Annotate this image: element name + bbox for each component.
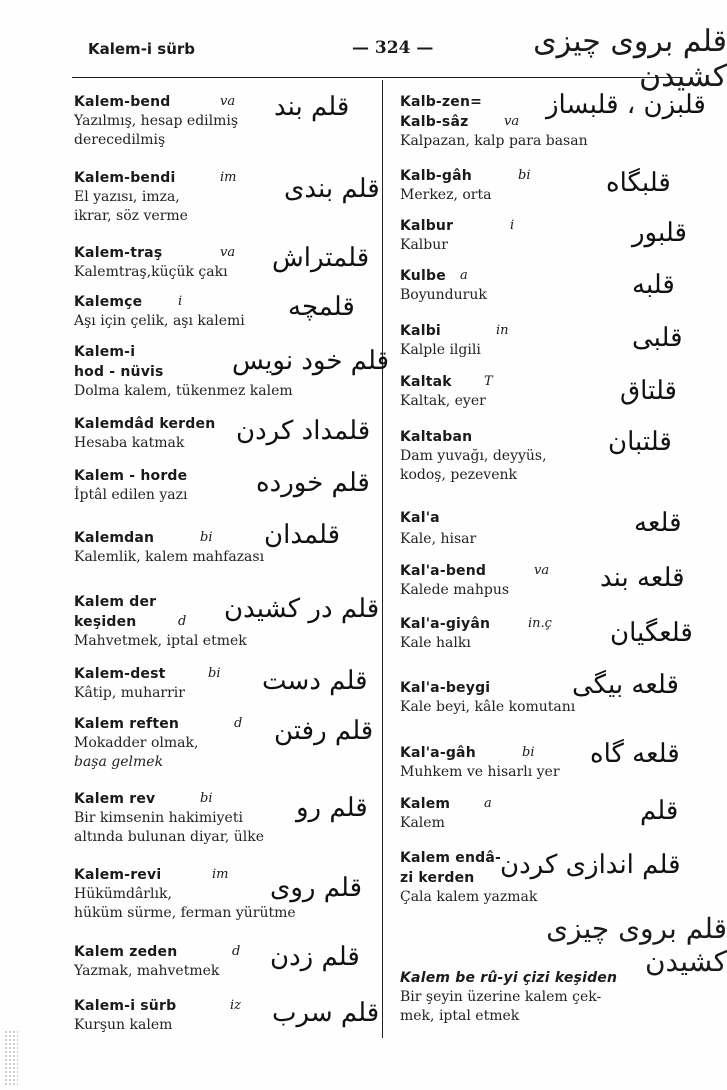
arabic-script: قلتاق — [620, 376, 677, 406]
arabic-script: قلعه — [634, 508, 682, 538]
arabic-script: قلم بند — [274, 92, 350, 122]
headword: Kalem-bend — [74, 94, 171, 110]
grammar-tag: bi — [200, 791, 213, 806]
headword: Kalemdan — [74, 530, 155, 546]
dictionary-entry — [74, 520, 374, 567]
headword: Kalem zeden — [74, 944, 178, 960]
arabic-script: قلمداد كردن — [236, 416, 371, 446]
gloss-line: altında bulunan diyar, ülke — [74, 829, 265, 845]
headword: Kalem endâ- — [400, 850, 501, 866]
dictionary-entry — [74, 168, 380, 226]
gloss-line: Kaltak, eyer — [400, 393, 486, 409]
gloss-line: Kale beyi, kâle komutanı — [400, 699, 576, 715]
arabic-script: قلبگاه — [606, 168, 671, 198]
arabic-script: قلبور — [632, 218, 687, 248]
dictionary-entry — [400, 216, 690, 255]
gloss-line: İptâl edilen yazı — [74, 487, 188, 503]
headword: Kaltaban — [400, 429, 473, 445]
running-head-right-arabic: قلم بروى چيزى كشيدن — [533, 24, 727, 94]
headword: Kalemdâd kerden — [74, 416, 216, 432]
gloss-line: Yazılmış, hesap edilmiş — [74, 113, 239, 129]
gloss-line: Kale, hisar — [400, 531, 477, 547]
dictionary-entry — [74, 996, 380, 1035]
arabic-script: قلبه — [632, 270, 675, 300]
grammar-tag: i — [178, 294, 183, 309]
grammar-tag: bi — [522, 745, 535, 760]
dictionary-entry — [400, 166, 690, 205]
headword: Kal'a — [400, 510, 440, 526]
grammar-tag: in.ç — [528, 616, 552, 631]
gloss-line: Kalem — [400, 815, 445, 831]
gloss-line: Hesaba katmak — [74, 435, 185, 451]
headword: Kal'a-giyân — [400, 616, 491, 632]
grammar-tag: d — [234, 716, 243, 731]
headword: Kaltak — [400, 374, 452, 390]
arabic-script: قلمچه — [288, 292, 355, 322]
grammar-tag: bi — [518, 168, 531, 183]
dictionary-entry — [74, 592, 380, 651]
gloss-line: Merkez, orta — [400, 187, 492, 203]
grammar-tag: va — [504, 114, 520, 129]
dictionary-entry — [400, 794, 690, 833]
dictionary-entry — [74, 714, 374, 772]
gloss-line: Kâtip, muharrir — [74, 685, 185, 701]
dictionary-entry — [74, 466, 374, 505]
arabic-script: قلم زدن — [270, 942, 360, 972]
gloss-line: Dolma kalem, tükenmez kalem — [74, 383, 293, 399]
arabic-script: قلم اندازى كردن — [500, 850, 681, 880]
grammar-tag: va — [220, 94, 236, 109]
headword: Kalem-i sürb — [74, 998, 177, 1014]
arabic-script: قلم خورده — [256, 468, 370, 498]
headword: Kalem-dest — [74, 666, 166, 682]
headword: Kalb-sâz — [400, 114, 469, 130]
gloss-line: Kalemlik, kalem mahfazası — [74, 549, 265, 565]
gloss-line: Muhkem ve hisarlı yer — [400, 764, 560, 780]
headword: Kalem der — [74, 594, 157, 610]
arabic-script: قلعگيان — [610, 618, 693, 648]
gloss-line: Bir şeyin üzerine kalem çek- — [400, 989, 602, 1005]
gloss-line: Dam yuvağı, deyyüs, — [400, 448, 547, 464]
gloss-line: kodoş, pezevenk — [400, 467, 517, 483]
dictionary-entry — [400, 614, 693, 653]
headword: Kalem-traş — [74, 245, 163, 261]
headword: zi kerden — [400, 870, 475, 886]
grammar-tag: T — [484, 374, 493, 389]
page-number: — 324 — — [352, 38, 434, 58]
arabic-script: قلم سرب — [272, 998, 380, 1028]
headword: Kalem-revi — [74, 867, 162, 883]
grammar-tag: im — [220, 170, 237, 185]
running-head-left: Kalem-i sürb — [88, 40, 196, 58]
page-header — [0, 0, 727, 94]
arabic-script: قلم بروى چيزى كشيدن — [546, 912, 727, 978]
gloss-line: Kalede mahpus — [400, 582, 510, 598]
grammar-tag: va — [220, 245, 236, 260]
gloss-line: Boyunduruk — [400, 287, 487, 303]
arabic-script: قلم در كشيدن — [224, 594, 380, 624]
grammar-tag: va — [534, 563, 550, 578]
headword: Kal'a-gâh — [400, 745, 476, 761]
headword: Kalemçe — [74, 294, 143, 310]
headword: Kalb-zen= — [400, 94, 483, 110]
arabic-script: قلم روى — [270, 873, 363, 903]
gloss-line: Aşı için çelik, aşı kalemi — [74, 313, 245, 329]
grammar-tag: d — [178, 614, 187, 629]
grammar-tag: iz — [230, 998, 242, 1013]
grammar-tag: a — [460, 268, 468, 283]
headword: Kalb-gâh — [400, 168, 472, 184]
gloss-line: Hükümdârlık, — [74, 886, 172, 902]
headword: Kalem — [400, 796, 451, 812]
dictionary-entry — [74, 414, 374, 453]
headword: Kulbe — [400, 268, 446, 284]
headword: Kalem rev — [74, 791, 156, 807]
dictionary-entry — [74, 342, 390, 401]
headword: keşiden — [74, 614, 137, 630]
arabic-script: قلعه گاه — [590, 739, 680, 769]
grammar-tag: im — [212, 867, 229, 882]
dictionary-entry — [400, 266, 690, 305]
dictionary-entry — [400, 372, 690, 411]
scan-noise — [4, 1030, 18, 1086]
dictionary-entry — [400, 321, 690, 360]
arabic-script: قلم خود نويس — [232, 346, 390, 376]
dictionary-entry — [74, 243, 374, 282]
dictionary-entry — [74, 789, 374, 847]
gloss-line: Kale halkı — [400, 635, 471, 651]
gloss-line: Mokadder olmak, — [74, 735, 199, 751]
dictionary-entry — [74, 664, 374, 703]
dictionary-entry — [400, 739, 690, 782]
dictionary-entry — [400, 561, 690, 600]
gloss-line: mek, iptal etmek — [400, 1008, 520, 1024]
arabic-script: قلبزن ، قلبساز — [546, 90, 706, 120]
gloss-line: ikrar, söz verme — [74, 208, 188, 224]
arabic-script: قلم رو — [296, 793, 368, 823]
grammar-tag: bi — [200, 530, 213, 545]
arabic-script: قلتبان — [608, 427, 672, 457]
headword: Kalem-bendi — [74, 170, 176, 186]
gloss-line: Kalple ilgili — [400, 342, 481, 358]
arabic-script: قلم دست — [262, 666, 368, 696]
dictionary-entry — [400, 90, 706, 151]
headword: hod - nüvis — [74, 364, 164, 380]
gloss-line: Çala kalem yazmak — [400, 889, 538, 905]
dictionary-entry — [74, 92, 374, 150]
arabic-script: قلمتراش — [272, 243, 370, 273]
headword: Kalbi — [400, 323, 441, 339]
gloss-line: Kalpazan, kalp para basan — [400, 133, 588, 149]
arabic-script: قلم بندى — [284, 174, 380, 204]
dictionary-entry — [400, 848, 690, 907]
headword: Kalem-i — [74, 344, 136, 360]
arabic-script: قلم — [640, 796, 679, 826]
dictionary-entry — [74, 292, 374, 331]
headword: Kalem be rû-yi çizi keşiden — [400, 970, 618, 986]
grammar-tag: bi — [208, 666, 221, 681]
dictionary-entry — [74, 865, 374, 923]
dictionary-entry — [400, 508, 690, 549]
gloss-line: Mahvetmek, iptal etmek — [74, 633, 247, 649]
grammar-tag: a — [484, 796, 492, 811]
arabic-script: قلبى — [632, 323, 683, 353]
arabic-script: قلعه بند — [600, 563, 685, 593]
gloss-line: Kalbur — [400, 237, 448, 253]
arabic-script: قلمدان — [264, 520, 341, 550]
gloss-line: Kalemtraş,küçük çakı — [74, 264, 228, 280]
arabic-script: قلم رفتن — [274, 716, 374, 746]
gloss-line: El yazısı, imza, — [74, 189, 180, 205]
grammar-tag: in — [496, 323, 509, 338]
dictionary-entry — [74, 942, 374, 981]
gloss-line: Bir kimsenin hakimiyeti — [74, 810, 243, 826]
headword: Kalbur — [400, 218, 454, 234]
gloss-line: Kurşun kalem — [74, 1017, 173, 1033]
headword: Kal'a-bend — [400, 563, 487, 579]
headword: Kal'a-beygi — [400, 680, 491, 696]
grammar-tag: d — [232, 944, 241, 959]
dictionary-entry — [400, 427, 690, 485]
gloss-line: hüküm sürme, ferman yürütme — [74, 905, 296, 921]
headword: Kalem reften — [74, 716, 180, 732]
dictionary-entry — [400, 968, 690, 1026]
column-divider — [382, 80, 383, 1038]
dictionary-entry — [400, 670, 690, 717]
gloss-line: derecedilmiş — [74, 132, 166, 148]
arabic-script: قلعه بيگى — [572, 670, 679, 700]
gloss-line: başa gelmek — [74, 754, 164, 770]
header-rule — [72, 77, 682, 78]
gloss-line: Yazmak, mahvetmek — [74, 963, 220, 979]
headword: Kalem - horde — [74, 468, 188, 484]
grammar-tag: i — [510, 218, 515, 233]
